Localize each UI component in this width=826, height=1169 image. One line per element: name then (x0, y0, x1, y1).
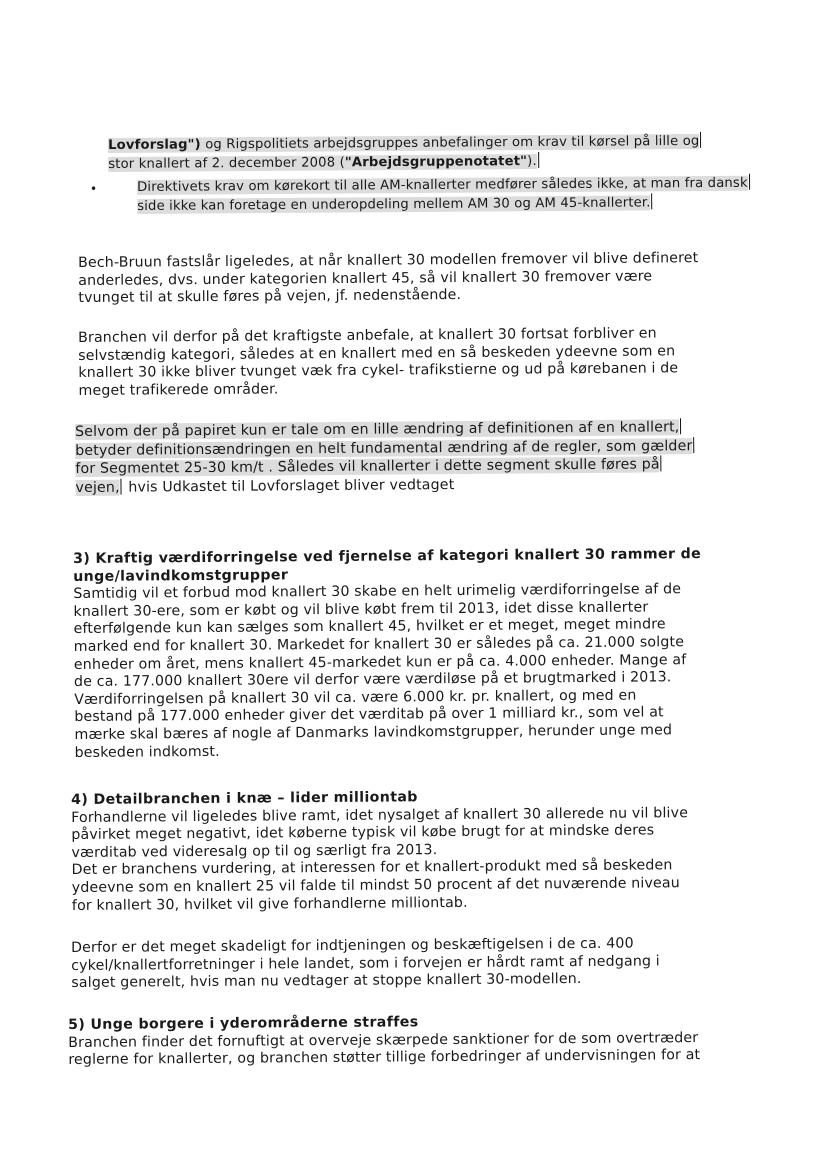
paragraph-retail-impact (71, 935, 660, 992)
revision-mark (680, 418, 683, 434)
text-line: for Segmentet 25-30 km/t . Således vil knallerter i dette segment skulle føres på (75, 456, 660, 478)
text-line: værditab ved videresalg op til og særligt fra 2013. (71, 841, 438, 861)
text-line: vejen, (75, 479, 120, 496)
text-line: enheder om året, mens knallert 45-markedet kun er på ca. 4.000 enheder. Mange af (73, 651, 687, 673)
text-line: mærke skal bæres af nogle af Danmarks lavindkomstgrupper, herunder unge med (74, 722, 673, 743)
top-line2-pre: stor knallert af 2. december 2008 ( (108, 155, 345, 172)
text-line: Branchen vil derfor på det kraftigste anbefale, at knallert 30 fortsat forbliver en (78, 325, 657, 346)
text-line: anderledes, dvs. under kategorien knallert 45, så vil knallert 30 fremover være (78, 268, 653, 289)
top-line2-post: ). (527, 154, 537, 170)
text-line: hvis Udkastet til Lovforslaget bliver vedtaget (123, 476, 455, 496)
section-5 (68, 1012, 700, 1070)
text-line: cykel/knallertforretninger i hele landet, som i forvejen er hårdt ramt af nedgang i (71, 952, 660, 974)
revision-mark (652, 193, 655, 209)
lovforslag-ref: Lovforslag") (108, 137, 201, 153)
text-line: efterfølgende kun kan sælges som knallert 45, hvilket er et meget, meget mindre (73, 616, 666, 638)
arbejdsgruppenotatet-ref: "Arbejdsgruppenotatet" (344, 154, 528, 171)
text-line: Forhandlerne vil ligeledes blive ramt, idet nysalget af knallert 30 allerede nu vil blive (71, 804, 689, 826)
section-3-heading: 3) Kraftig værdiforringelse ved fjernelse af kategori knallert 30 rammer de (73, 546, 702, 567)
paragraph-definition-change (75, 418, 697, 497)
text-line: betyder definitionsændringen en helt fundamental ændring af de regler, som gælder (75, 437, 693, 459)
text-line: Det er branchens vurdering, at interessen for et knallert-produkt med så beskeden (71, 857, 673, 879)
revision-mark (700, 132, 703, 148)
text-line: beskeden indkomst. (74, 743, 220, 761)
section-3 (73, 546, 703, 762)
revision-mark (661, 456, 664, 472)
section-4 (71, 787, 689, 915)
text-line: marked end for knallert 30. Markedet for knallert 30 er således på ca. 21.000 solgte (73, 634, 685, 655)
bullet-line2: side ikke kan foretage en underopdeling mellem AM 30 og AM 45-knallerter. (137, 195, 651, 214)
bullet-item (137, 174, 752, 216)
text-line: Branchen finder det fornuftigt at overveje skærpede sanktioner for de som overtræder (68, 1029, 699, 1051)
text-line: Samtidig vil et forbud mod knallert 30 skabe en helt urimelig værdiforringelse af de (73, 581, 682, 603)
text-line: ydeevne som en knallert 25 vil falde til mindst 50 procent af det nuværende niveau (71, 875, 680, 896)
bullet-line1: Direktivets krav om kørekort til alle AM-knallerter medfører således ikke, at man fra dansk (137, 175, 748, 195)
text-line: reglerne for knallerter, og branchen støtter tillige forbedringer af undervisningen for at (68, 1047, 701, 1069)
text-line: meget trafikerede områder. (78, 381, 279, 399)
revision-mark (693, 437, 696, 453)
text-line: Værdiforringelsen på knallert 30 vil ca. være 6.000 kr. pr. knallert, og med en (74, 687, 637, 708)
text-line: bestand på 177.000 enheder giver det værditab på over 1 milliard kr., som vel at (74, 704, 664, 726)
top-block (108, 132, 704, 174)
revision-mark (749, 174, 752, 190)
top-line1: og Rigspolitiets arbejdsgruppes anbefalinger om krav til kørsel på lille og (200, 133, 700, 153)
text-line: Bech-Bruun fastslår ligeledes, at når knallert 30 modellen fremover vil blive defineret (78, 250, 699, 271)
text-line: Derfor er det meget skadeligt for indtjeningen og beskæftigelsen i de ca. 400 (71, 935, 634, 956)
paragraph-bech-bruun (78, 250, 699, 308)
section-4-heading: 4) Detailbranchen i knæ – lider milliontab (71, 789, 418, 808)
text-line: tvunget til at skulle føres på vejen, jf. nedenstående. (78, 287, 462, 307)
text-line: Selvom der på papiret kun er tale om en lille ændring af definitionen af en knallert, (75, 419, 680, 440)
bullet-marker: • (90, 182, 98, 196)
text-line: knallert 30 ikke bliver tvunget væk fra cykel- trafikstierne og ud på kørebanen i de (78, 360, 679, 382)
section-3-heading: unge/lavindkomstgrupper (73, 566, 289, 585)
text-line: selvstændig kategori, således at en knallert med en så beskeden ydeevne som en (78, 342, 676, 364)
paragraph-recommendation (78, 325, 678, 400)
revision-mark (538, 152, 541, 168)
text-line: de ca. 177.000 knallert 30ere vil derfor være værdiløse på et brugtmarked i 2013. (73, 669, 672, 691)
section-5-heading: 5) Unge borgere i yderområderne straffes (68, 1014, 419, 1033)
text-line: påvirket meget negativt, idet køberne typisk vil købe brugt for at mindske deres (71, 822, 655, 844)
text-line: salget generelt, hvis man nu vedtager at stoppe knallert 30-modellen. (71, 971, 582, 992)
text-line: knallert 30-ere, som er købt og vil blive købt frem til 2013, idet disse knallerter (73, 599, 649, 620)
text-line: for knallert 30, hvilket vil give forhandlerne milliontab. (71, 894, 468, 914)
